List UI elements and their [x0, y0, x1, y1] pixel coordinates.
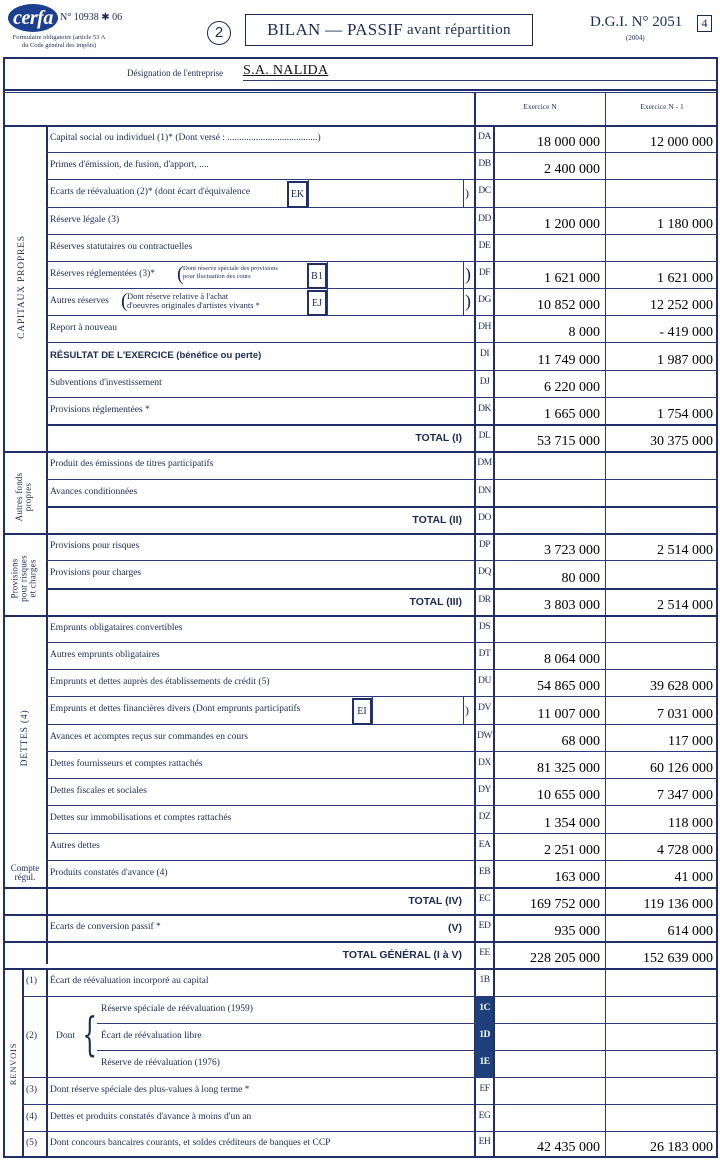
company-underline [243, 80, 717, 81]
cerfa-logo: cerfa [8, 4, 58, 32]
value-previous-ea[interactable]: 4 728 000 [657, 843, 713, 858]
section-line: Autres fonds [14, 472, 24, 522]
line-code-dk: DK [478, 403, 491, 414]
row-label: Autres emprunts obligataires [50, 649, 160, 660]
section-line: et charges [27, 559, 38, 598]
value-previous-ec[interactable]: 119 136 000 [643, 897, 713, 912]
divider [3, 125, 718, 127]
value-previous-df[interactable]: 1 621 000 [657, 271, 713, 286]
value-current-eb[interactable]: 163 000 [554, 870, 600, 885]
legal-notice [3, 34, 115, 49]
renvoi-number: (4) [26, 1111, 38, 1122]
divider [372, 697, 373, 725]
row-label: RÉSULTAT DE L'EXERCICE (bénéfice ou perte) [50, 350, 262, 361]
line-code-de: DE [478, 240, 491, 251]
value-current-dl[interactable]: 53 715 000 [537, 434, 600, 449]
value-current-df[interactable]: 1 621 000 [544, 271, 600, 286]
value-current-ed[interactable]: 935 000 [554, 924, 600, 939]
row-label-right: (V) [448, 921, 462, 934]
value-current-dp[interactable]: 3 723 000 [544, 543, 600, 558]
row-label: Provisions pour risques [50, 540, 140, 551]
section-line: Compte [10, 863, 40, 873]
value-previous-dx[interactable]: 60 126 000 [650, 761, 713, 776]
form-number: N° 10938 ✱ 06 [60, 12, 123, 23]
row-label: Avances et acomptes reçus sur commandes en cours [50, 731, 248, 742]
row-divider [22, 996, 97, 997]
row-divider [3, 941, 718, 943]
line-code-dw: DW [477, 730, 492, 741]
value-current-dr[interactable]: 3 803 000 [544, 598, 600, 613]
value-current-db[interactable]: 2 400 000 [544, 162, 600, 177]
line-code-dp: DP [478, 539, 491, 550]
line-code-1d: 1D [479, 1029, 490, 1040]
row-divider [46, 724, 718, 725]
sub-code-ei: EI [352, 698, 372, 725]
value-current-dw[interactable]: 68 000 [561, 734, 600, 749]
page-number-box: 4 [697, 15, 712, 32]
line-code-dv: DV [478, 703, 491, 713]
section-line: pour risques [18, 555, 29, 602]
line-code-dn: DN [478, 485, 491, 496]
legal-line-1: Formulaire obligatoire (article 53 A [12, 34, 106, 41]
value-previous-ee[interactable]: 152 639 000 [643, 951, 713, 966]
total-label: TOTAL GÉNÉRAL (I à V) [342, 948, 462, 961]
value-previous-eb[interactable]: 41 000 [674, 870, 713, 885]
row-divider [46, 560, 718, 561]
company-name-field[interactable]: S.A. NALIDA [243, 63, 329, 78]
value-previous-dk[interactable]: 1 754 000 [657, 407, 713, 422]
value-previous-ed[interactable]: 614 000 [667, 924, 713, 939]
row-divider [22, 996, 718, 997]
value-current-dt[interactable]: 8 064 000 [544, 652, 600, 667]
row-divider [46, 342, 718, 343]
sub-code-ej: EJ [307, 290, 327, 316]
line-code-dx: DX [478, 757, 491, 768]
line-code-eh: EH [478, 1137, 491, 1147]
row-label: Réserve légale (3) [50, 214, 120, 225]
total-label: TOTAL (I) [415, 431, 462, 444]
total-label: TOTAL (IV) [408, 894, 462, 907]
row-divider [46, 179, 718, 180]
section-line: Provisions [9, 558, 20, 599]
row-divider [3, 615, 718, 617]
line-code-dy: DY [478, 784, 491, 795]
line-code-ec: EC [478, 893, 491, 904]
row-divider [46, 506, 718, 508]
divider [463, 697, 464, 725]
line-code-ed: ED [478, 920, 491, 931]
line-code-ee: EE [479, 947, 490, 958]
renvoi-label: Réserve spéciale de réévaluation (1959) [101, 1003, 253, 1014]
company-label: Désignation de l'entreprise [127, 68, 224, 78]
row-label: Emprunts et dettes auprès des établissements de crédit (5) [50, 676, 270, 687]
row-divider [46, 370, 718, 371]
row-divider [46, 805, 718, 806]
renvoi-number: (5) [26, 1138, 38, 1148]
value-previous-dh[interactable]: - 419 000 [659, 325, 713, 340]
line-code-dc: DC [478, 186, 491, 196]
row-divider [46, 397, 718, 398]
line-code-eb: EB [478, 866, 491, 877]
value-previous-dd[interactable]: 1 180 000 [657, 217, 713, 232]
row-divider [3, 887, 718, 889]
section-compte-regul [4, 864, 46, 882]
note-line-1: Dont réserve spéciale des provisions [183, 265, 278, 272]
value-current-dx[interactable]: 81 325 000 [537, 761, 600, 776]
row-divider [46, 315, 718, 316]
row-label: Réserves réglementées (3)* [50, 268, 155, 279]
value-current-dv[interactable]: 11 007 000 [537, 707, 600, 722]
divider [308, 180, 309, 208]
row-divider [46, 288, 718, 289]
form-circle-number: 2 [207, 21, 231, 45]
line-code-1c: 1C [479, 1002, 490, 1013]
value-current-ee[interactable]: 228 205 000 [530, 951, 600, 966]
row-label: Capital social ou individuel (1)* (Dont versé : ......................................) [50, 132, 321, 143]
line-code-db: DB [478, 158, 491, 169]
value-current-dk[interactable]: 1 665 000 [544, 407, 600, 422]
divider [3, 92, 718, 93]
value-current-eh[interactable]: 42 435 000 [537, 1140, 600, 1155]
row-label: Dettes sur immobilisations et comptes rattachés [50, 813, 232, 823]
row-label: Ecarts de réévaluation (2)* (dont écart d'équivalence [50, 187, 251, 197]
column-header-current: Exercice N [523, 102, 557, 111]
section-dettes: DETTES (4) [20, 709, 30, 767]
divider [3, 89, 718, 91]
row-label: Report à nouveau [50, 322, 118, 333]
row-divider [3, 533, 718, 535]
line-code-dm: DM [477, 458, 492, 468]
note-line-2: d'oeuvres originales d'artistes vivants * [127, 300, 260, 310]
line-code-dr: DR [478, 594, 491, 605]
value-current-dy[interactable]: 10 655 000 [537, 788, 600, 803]
line-code-dh: DH [478, 321, 491, 332]
value-current-dd[interactable]: 1 200 000 [544, 217, 600, 232]
row-label: Provisions pour charges [50, 568, 142, 578]
section-renvois: RENVOIS [8, 1042, 18, 1086]
line-code-dz: DZ [478, 812, 491, 822]
divider [46, 126, 48, 964]
line-code-da: DA [478, 131, 491, 142]
row-label: Ecarts de conversion passif * [50, 921, 161, 932]
dgi-year: (2004) [626, 34, 645, 42]
title-sub: avant répartition [407, 21, 511, 38]
line-code-do: DO [478, 512, 491, 523]
section-capitaux-propres: CAPITAUX PROPRES [17, 235, 27, 339]
section-line: propres [23, 482, 33, 512]
column-header-previous: Exercice N - 1 [640, 102, 684, 111]
sub-code-b1: B1 [307, 263, 327, 289]
row-divider [46, 588, 718, 590]
value-previous-dp[interactable]: 2 514 000 [657, 543, 713, 558]
row-label: Emprunts et dettes financières divers (Dont emprunts participatifs [50, 704, 301, 714]
row-divider [46, 234, 718, 235]
line-code-dq: DQ [478, 567, 491, 577]
note-line-1: Dont réserve relative à l'achat [127, 291, 229, 301]
row-divider [46, 152, 718, 153]
value-previous-da[interactable]: 12 000 000 [650, 135, 713, 150]
line-code-dl: DL [478, 430, 491, 441]
value-current-da[interactable]: 18 000 000 [537, 135, 600, 150]
row-divider [46, 751, 718, 752]
row-label: Primes d'émission, de fusion, d'apport, .... [50, 159, 209, 170]
renvoi-label: Dont réserve spéciale des plus-values à long terme * [50, 1084, 250, 1095]
dgi-form-id: D.G.I. N° 2051 [590, 14, 683, 30]
row-label: Emprunts obligataires convertibles [50, 622, 183, 633]
row-label: Dettes fournisseurs et comptes rattachés [50, 758, 203, 769]
line-code-dg: DG [478, 294, 491, 305]
row-divider [22, 1104, 718, 1105]
sub-code-ek: EK [287, 181, 308, 208]
divider [463, 289, 464, 316]
value-previous-dr[interactable]: 2 514 000 [657, 598, 713, 613]
renvoi-number: (2) [26, 1031, 38, 1041]
line-code-di: DI [479, 349, 490, 359]
value-current-ea[interactable]: 2 251 000 [544, 843, 600, 858]
row-label: Dettes fiscales et sociales [50, 785, 147, 796]
value-previous-du[interactable]: 39 628 000 [650, 679, 713, 694]
divider [46, 969, 48, 1158]
line-code-dt: DT [478, 648, 491, 659]
row-label: Provisions réglementées * [50, 404, 150, 415]
row-divider [22, 1077, 718, 1078]
line-code-df: DF [478, 267, 491, 278]
legal-line-2: du Code général des impôts) [21, 41, 97, 49]
row-divider [46, 669, 718, 670]
line-code-ds: DS [478, 621, 491, 632]
divider [327, 262, 328, 289]
total-label: TOTAL (II) [412, 513, 462, 526]
row-divider [46, 833, 718, 834]
renvoi-label: Dont concours bancaires courants, et soldes créditeurs de banques et CCP [50, 1138, 331, 1148]
row-divider [97, 1023, 718, 1024]
line-code-1b: 1B [479, 975, 490, 985]
row-divider [22, 1077, 97, 1078]
value-current-ec[interactable]: 169 752 000 [530, 897, 600, 912]
line-code-ef: EF [479, 1083, 490, 1094]
row-label: Subventions d'investissement [50, 377, 162, 388]
value-current-dq[interactable]: 80 000 [561, 571, 600, 586]
value-previous-dv[interactable]: 7 031 000 [657, 707, 713, 722]
value-previous-dw[interactable]: 117 000 [668, 734, 713, 749]
line-code-dd: DD [478, 213, 491, 224]
brace-icon: { [82, 1007, 97, 1061]
row-divider [22, 1131, 718, 1132]
row-divider [97, 1050, 718, 1051]
paren-close: ) [465, 291, 471, 311]
renvoi-label: Écart de réévaluation libre [101, 1030, 202, 1041]
divider [22, 969, 24, 1158]
row-divider [46, 261, 718, 262]
line-code-du: DU [478, 675, 491, 686]
value-current-dz[interactable]: 1 354 000 [544, 816, 600, 831]
row-label: Autres dettes [50, 840, 100, 851]
renvoi-number: (3) [26, 1084, 38, 1095]
value-previous-dg[interactable]: 12 252 000 [650, 298, 713, 313]
note-line-2: pour fluctuation des cours [183, 273, 251, 280]
paren-close: ) [465, 264, 471, 284]
value-previous-di[interactable]: 1 987 000 [657, 353, 713, 368]
value-current-dj[interactable]: 6 220 000 [544, 380, 600, 395]
value-current-di[interactable]: 11 749 000 [537, 353, 600, 368]
row-label: Réserves statutaires ou contractuelles [50, 241, 193, 252]
row-divider [46, 207, 718, 208]
line-code-eg: EG [478, 1110, 491, 1121]
divider [463, 180, 464, 208]
row-divider [46, 642, 718, 643]
row-divider [3, 968, 718, 970]
line-code-dj: DJ [479, 376, 490, 387]
value-current-du[interactable]: 54 865 000 [537, 679, 600, 694]
row-label: Avances conditionnées [50, 486, 138, 497]
section-provisions [11, 549, 38, 609]
paren-open: ( [121, 290, 128, 312]
line-code-ea: EA [478, 839, 491, 850]
divider [463, 262, 464, 289]
value-previous-dz[interactable]: 118 000 [668, 816, 713, 831]
paren-close: ) [465, 703, 469, 717]
value-previous-dy[interactable]: 7 347 000 [657, 788, 713, 803]
row-divider [46, 424, 718, 426]
row-divider [46, 479, 718, 480]
row-label: Produits constatés d'avance (4) [50, 867, 168, 878]
row-label: Autres réserves [50, 295, 109, 306]
row-divider [46, 696, 718, 697]
renvoi-dont: Dont [56, 1031, 75, 1041]
paren-close: ) [465, 186, 469, 200]
value-current-dh[interactable]: 8 000 [568, 325, 600, 340]
row-divider [3, 451, 718, 453]
line-code-1e: 1E [479, 1056, 490, 1067]
value-previous-dl[interactable]: 30 375 000 [650, 434, 713, 449]
row-divider [3, 914, 718, 916]
section-line: régul. [14, 872, 36, 882]
section-autres-fonds-propres [15, 472, 33, 522]
divider [327, 289, 328, 316]
renvoi-label: Dettes et produits constatés d'avance à moins d'un an [50, 1111, 252, 1122]
value-previous-eh[interactable]: 26 183 000 [650, 1140, 713, 1155]
paren-open: ( [177, 263, 184, 285]
renvoi-label: Écart de réévaluation incorporé au capital [50, 976, 209, 986]
total-label: TOTAL (III) [409, 595, 462, 608]
row-divider [46, 778, 718, 779]
title-main: BILAN — PASSIF [267, 20, 404, 39]
value-current-dg[interactable]: 10 852 000 [537, 298, 600, 313]
renvoi-number: (1) [26, 976, 38, 986]
row-label: Produit des émissions de titres participatifs [50, 459, 214, 469]
page-title [245, 14, 533, 46]
renvoi-label: Réserve de réévaluation (1976) [101, 1057, 220, 1068]
row-divider [46, 860, 718, 861]
